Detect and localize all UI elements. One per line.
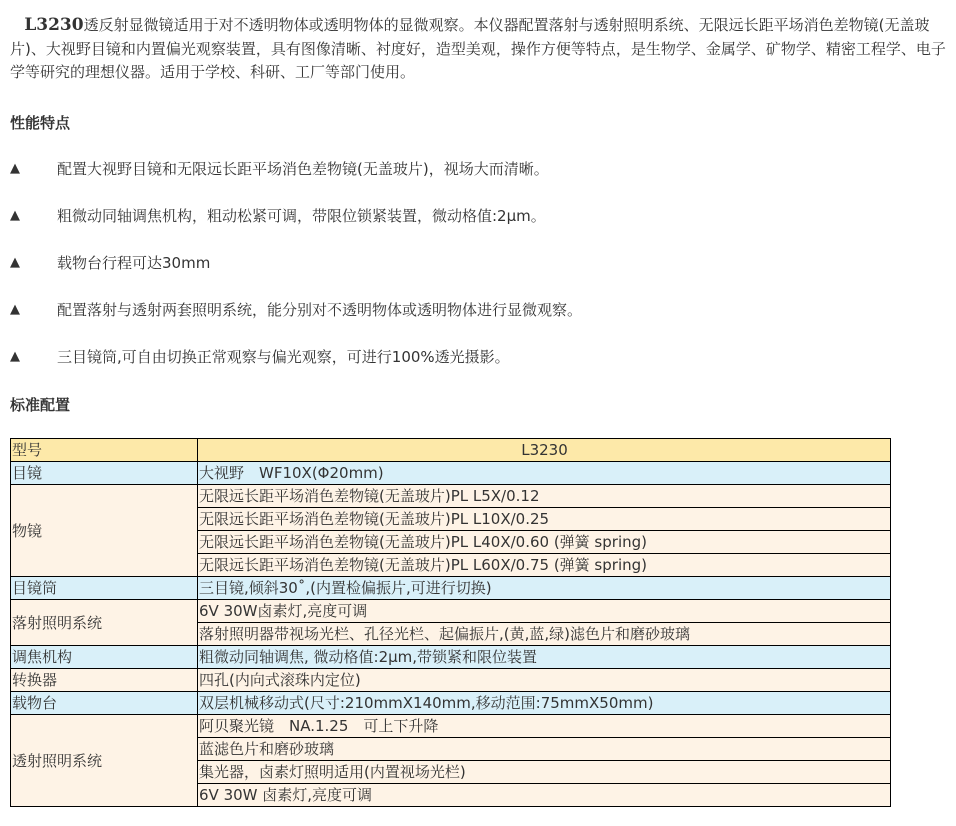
table-row bbox=[11, 669, 891, 692]
feature-text: 配置大视野目镜和无限远长距平场消色差物镜(无盖玻片)，视场大而清晰。 bbox=[57, 160, 549, 178]
feature-text: 载物台行程可达30mm bbox=[57, 254, 211, 272]
row-value: 无限远长距平场消色差物镜(无盖玻片)PL L5X/0.12 bbox=[198, 485, 891, 508]
config-heading: 标准配置 bbox=[10, 396, 71, 414]
row-label-focus: 调焦机构 bbox=[11, 646, 198, 669]
table-row bbox=[11, 600, 891, 623]
table-header-row bbox=[11, 439, 891, 462]
spec-table bbox=[10, 438, 891, 807]
intro-model: L3230 bbox=[24, 15, 84, 35]
row-value: 无限远长距平场消色差物镜(无盖玻片)PL L60X/0.75 (弹簧 spring) bbox=[198, 554, 891, 577]
table-row bbox=[11, 692, 891, 715]
triangle-bullet-icon: ▲ bbox=[10, 255, 20, 270]
row-label-stage: 载物台 bbox=[11, 692, 198, 715]
feature-item bbox=[10, 157, 946, 204]
row-value: 6V 30W 卤素灯,亮度可调 bbox=[198, 784, 891, 807]
feature-item bbox=[10, 204, 946, 251]
intro-text: 透反射显微镜适用于对不透明物体或透明物体的显微观察。本仪器配置落射与透射照明系统、无限远长距平场消色差物镜(无盖玻片)、大视野目镜和内置偏光观察装置，具有图像清晰、衬度好，造型美观，操作方便等特点，是生物学、金属学、矿物学、精密工程学、电子学等研究的理想仪器。适用于学校、科研、工厂等部门使用。 bbox=[10, 16, 946, 81]
table-row bbox=[11, 577, 891, 600]
row-label-epi-illumination: 落射照明系统 bbox=[11, 600, 198, 646]
row-value: 集光器，卤素灯照明适用(内置视场光栏) bbox=[198, 761, 891, 784]
triangle-bullet-icon: ▲ bbox=[10, 208, 20, 223]
feature-item bbox=[10, 251, 946, 298]
row-value: 无限远长距平场消色差物镜(无盖玻片)PL L40X/0.60 (弹簧 spring) bbox=[198, 531, 891, 554]
table-row bbox=[11, 462, 891, 485]
row-label-tube: 目镜筒 bbox=[11, 577, 198, 600]
row-value: 6V 30W卤素灯,亮度可调 bbox=[198, 600, 891, 623]
feature-item bbox=[10, 298, 946, 345]
row-label-objective: 物镜 bbox=[11, 485, 198, 577]
triangle-bullet-icon: ▲ bbox=[10, 161, 20, 176]
table-row bbox=[11, 646, 891, 669]
feature-text: 配置落射与透射两套照明系统，能分别对不透明物体或透明物体进行显微观察。 bbox=[57, 301, 583, 319]
row-value: 双层机械移动式(尺寸:210mmX140mm,移动范围:75mmX50mm) bbox=[198, 692, 891, 715]
row-value: 无限远长距平场消色差物镜(无盖玻片)PL L10X/0.25 bbox=[198, 508, 891, 531]
row-value: 落射照明器带视场光栏、孔径光栏、起偏振片,(黄,蓝,绿)滤色片和磨砂玻璃 bbox=[198, 623, 891, 646]
feature-text: 粗微动同轴调焦机构，粗动松紧可调，带限位锁紧装置，微动格值:2μm。 bbox=[57, 207, 546, 225]
row-value: 阿贝聚光镜 NA.1.25 可上下升降 bbox=[198, 715, 891, 738]
triangle-bullet-icon: ▲ bbox=[10, 302, 20, 317]
table-row bbox=[11, 485, 891, 508]
row-label-eyepiece: 目镜 bbox=[11, 462, 198, 485]
row-value: 三目镜,倾斜30˚,(内置检偏振片,可进行切换) bbox=[198, 577, 891, 600]
row-label-trans-illumination: 透射照明系统 bbox=[11, 715, 198, 807]
feature-item bbox=[10, 345, 946, 392]
header-model-cell: L3230 bbox=[198, 439, 891, 462]
features-heading: 性能特点 bbox=[10, 114, 71, 132]
row-label-nosepiece: 转换器 bbox=[11, 669, 198, 692]
table-row bbox=[11, 715, 891, 738]
row-value: 大视野 WF10X(Φ20mm) bbox=[198, 462, 891, 485]
features-list bbox=[10, 157, 946, 392]
row-value: 粗微动同轴调焦, 微动格值:2μm,带锁紧和限位装置 bbox=[198, 646, 891, 669]
row-value: 四孔(内向式滚珠内定位) bbox=[198, 669, 891, 692]
feature-text: 三目镜筒,可自由切换正常观察与偏光观察，可进行100%透光摄影。 bbox=[57, 348, 510, 366]
triangle-bullet-icon: ▲ bbox=[10, 349, 20, 364]
intro-paragraph bbox=[10, 14, 946, 85]
row-value: 蓝滤色片和磨砂玻璃 bbox=[198, 738, 891, 761]
header-label-cell: 型号 bbox=[11, 439, 198, 462]
